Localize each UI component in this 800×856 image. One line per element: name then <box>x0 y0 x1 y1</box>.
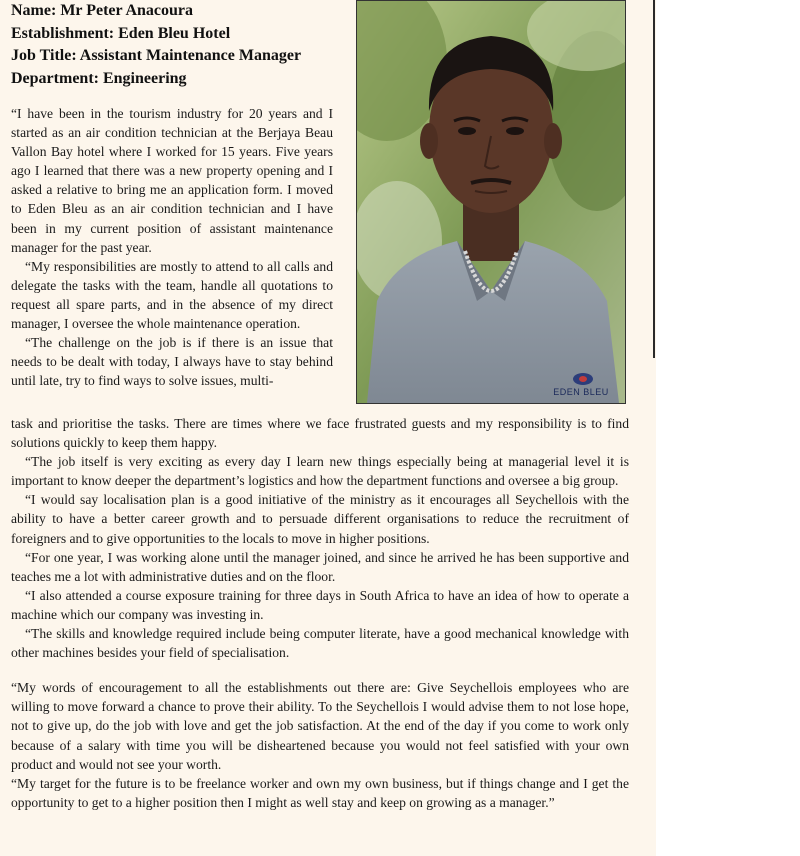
paragraph: “My target for the future is to be freelance worker and own my own business, but if things change and I get the opportunity to get to a higher position then I might as well stay and keep on growing as a manager.” <box>11 775 629 810</box>
paragraph: “The skills and knowledge required include being computer literate, have a good mechanical knowledge with other machines besides your field of specialisation. <box>11 626 629 661</box>
paragraph: “I would say localisation plan is a good initiative of the ministry as it encourages all Seychellois with the ability to have a better career growth and to persuade different organisations to reduce the recruitment of foreigners and to give opportunities to the locals to move in higher positions. <box>11 492 629 546</box>
paragraph-gap <box>11 662 629 678</box>
paragraph: “My responsibilities are mostly to attend to all calls and delegate the tasks with the team, handle all quotations to request all spare parts, and in the absence of my direct manager, I oversee the whole maintenance operation. <box>11 258 333 332</box>
article-column-wide <box>11 414 629 812</box>
page-edge-line <box>653 0 655 358</box>
name-line: Name: Mr Peter Anacoura <box>11 2 194 19</box>
article-column-narrow <box>11 104 333 390</box>
profile-header <box>11 0 351 90</box>
paragraph: “My words of encouragement to all the establishments out there are: Give Seychellois employees who are willing to move forward a chance to prove their ability. To the Seychellois I would advise them to not lose hope, not to give up, do the job with love and get the job satisfaction. At the end of the day if you come to work only because of a salary with time you will be disheartened because you would not feel satisfied with your own product and would not see your worth. <box>11 680 629 772</box>
portrait-illustration <box>357 1 625 403</box>
portrait-photo <box>356 0 626 404</box>
establishment-line: Establishment: Eden Bleu Hotel <box>11 24 231 42</box>
paragraph: task and prioritise the tasks. There are times where we face frustrated guests and my responsibility is to find solutions quickly to keep them happy. <box>11 416 629 451</box>
logo-text: EDEN BLEU <box>553 387 609 397</box>
eden-bleu-logo <box>549 387 613 397</box>
paragraph: “The challenge on the job is if there is an issue that needs to be dealt with today, I always have to stay behind until late, try to find ways to solve issues, multi- <box>11 335 333 389</box>
paragraph: “I also attended a course exposure training for three days in South Africa to have an idea of how to operate a machine which our company was investing in. <box>11 587 629 622</box>
job-title-line: Job Title: Assistant Maintenance Manager <box>11 47 302 64</box>
department-line: Department: Engineering <box>11 69 187 87</box>
paragraph: “I have been in the tourism industry for 20 years and I started as an air condition technician at the Berjaya Beau Vallon Bay hotel where I worked for 15 years. Five years ago I learned that there was a new property opening and I asked a relative to bring me an application form. I moved to Eden Bleu as an air condition technician and I have been in my current position of assistant maintenance manager for the past year. <box>11 106 333 255</box>
paragraph: “For one year, I was working alone until the manager joined, and since he arrived he has been supportive and teaches me a lot with administrative duties and on the floor. <box>11 549 629 584</box>
paragraph: “The job itself is very exciting as every day I learn new things especially being at managerial level it is important to know deeper the department’s logistics and how the department functions and oversee a big group. <box>11 454 629 489</box>
